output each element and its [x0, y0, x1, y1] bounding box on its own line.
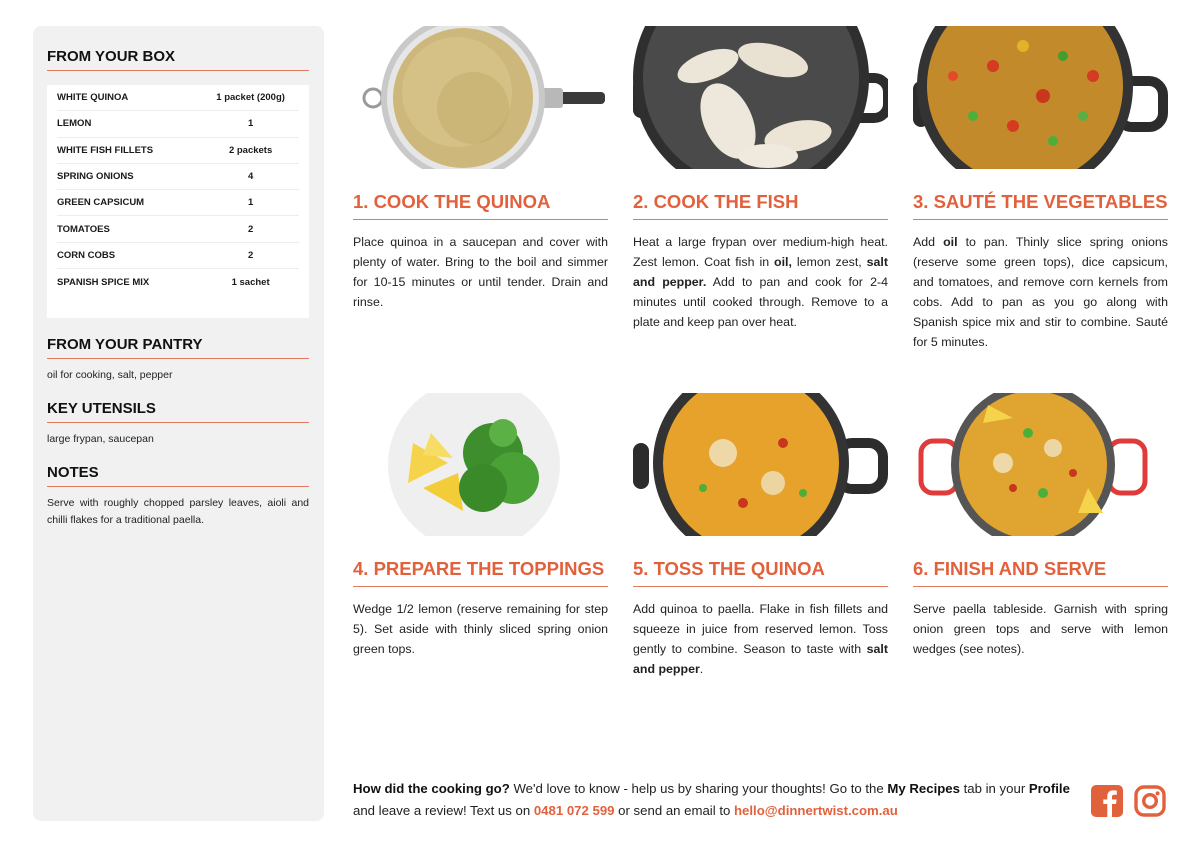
ingredient-name: SPANISH SPICE MIX — [57, 276, 150, 288]
ingredient-name: GREEN CAPSICUM — [57, 197, 145, 209]
pantry-title: FROM YOUR PANTRY — [47, 336, 309, 359]
ingredient-row — [57, 138, 299, 164]
ingredient-qty: 1 — [247, 197, 254, 209]
step-6-text — [913, 599, 1168, 659]
ingredient-row — [57, 164, 299, 190]
ingredients-table — [47, 85, 309, 318]
pantry-text: oil for cooking, salt, pepper — [47, 369, 173, 381]
notes-section — [47, 464, 309, 529]
utensils-section — [47, 400, 309, 448]
feedback-footer — [353, 778, 1078, 822]
step-1-text — [353, 232, 608, 312]
step-text-run: salt and pepper — [633, 642, 888, 676]
footer-text-run: or send an email to — [614, 803, 734, 818]
step-5-title: 5. TOSS THE QUINOA — [633, 558, 888, 587]
step-3-photo — [913, 26, 1168, 169]
step-4-title: 4. PREPARE THE TOPPINGS — [353, 558, 608, 587]
step-5-text — [633, 599, 888, 679]
footer-text-run: tab in your — [959, 781, 1029, 796]
step-2-title: 2. COOK THE FISH — [633, 191, 888, 220]
ingredient-name: CORN COBS — [57, 249, 116, 261]
footer-text-run: Profile — [1028, 781, 1070, 796]
footer-text-run: How did the cooking go? — [353, 781, 510, 796]
footer-text-run: My Recipes — [887, 781, 960, 796]
step-1-photo — [353, 26, 608, 169]
step-5-photo — [633, 393, 888, 536]
footer-text-run: and leave a review! Text us on — [353, 803, 534, 818]
contact-link[interactable]: 0481 072 599 — [533, 803, 615, 818]
step-4-text — [353, 599, 608, 659]
ingredient-row — [57, 243, 299, 269]
ingredient-row — [57, 85, 299, 111]
ingredient-row — [57, 269, 299, 295]
step-text-run: Serve paella tableside. Garnish with spring onion green tops and serve with lemon wedges (see notes). — [913, 602, 1168, 656]
ingredient-qty: 2 packets — [228, 144, 273, 156]
ingredient-name: LEMON — [57, 118, 92, 130]
step-text-run: Add — [913, 235, 944, 249]
ingredient-row — [57, 111, 299, 137]
step-2 — [633, 26, 888, 332]
ingredient-row — [57, 190, 299, 216]
ingredient-name: TOMATOES — [57, 223, 110, 235]
notes-text: Serve with roughly chopped parsley leaves, aioli and chilli flakes for a traditional paella. — [47, 497, 309, 526]
step-1 — [353, 26, 608, 312]
from-your-box-title: FROM YOUR BOX — [47, 48, 309, 71]
utensils-text: large frypan, saucepan — [47, 433, 154, 445]
ingredient-qty: 2 — [247, 249, 254, 261]
step-4 — [353, 393, 608, 659]
instagram-icon[interactable] — [1134, 785, 1166, 817]
step-2-text — [633, 232, 888, 332]
step-text-run: Add quinoa to paella. Flake in fish fillets and squeeze in juice from reserved lemon. Toss gently to combine. Season to taste with — [633, 602, 888, 656]
step-5 — [633, 393, 888, 679]
utensils-title: KEY UTENSILS — [47, 400, 309, 423]
step-6-title: 6. FINISH AND SERVE — [913, 558, 1168, 587]
ingredient-name: WHITE QUINOA — [57, 92, 129, 104]
step-text-run: . — [699, 662, 704, 676]
step-2-photo — [633, 26, 888, 169]
ingredient-name: WHITE FISH FILLETS — [57, 144, 154, 156]
ingredient-qty: 1 packet (200g) — [216, 92, 285, 104]
ingredients-panel — [33, 26, 324, 821]
ingredient-qty: 1 — [247, 118, 254, 130]
step-6 — [913, 393, 1168, 659]
step-text-run: lemon zest, — [791, 255, 867, 269]
step-1-title: 1. COOK THE QUINOA — [353, 191, 608, 220]
ingredient-name: SPRING ONIONS — [57, 171, 134, 183]
ingredient-qty: 4 — [247, 171, 254, 183]
step-text-run: Heat a large frypan over medium-high heat. Zest lemon. Coat fish in — [633, 235, 888, 269]
step-6-photo — [913, 393, 1168, 536]
step-text-run: Wedge 1/2 lemon (reserve remaining for step 5). Set aside with thinly sliced spring onion green tops. — [353, 602, 608, 656]
ingredient-qty: 2 — [247, 223, 254, 235]
step-4-photo — [353, 393, 608, 536]
ingredient-row — [57, 216, 299, 242]
step-text-run: to pan. Thinly slice spring onions (reserve some green tops), dice capsicum, and tomatoes, and remove corn kernels from cobs. Add to pan as you go along with Spanish spice mix and stir to combine. Sauté for 5 minutes. — [913, 235, 1168, 349]
step-3-title: 3. SAUTÉ THE VEGETABLES — [913, 191, 1168, 220]
step-3-text — [913, 232, 1168, 352]
ingredient-qty: 1 sachet — [231, 276, 270, 288]
step-text-run: Place quinoa in a saucepan and cover with plenty of water. Bring to the boil and simmer for 10-15 minutes or until tender. Drain and rinse. — [353, 235, 608, 309]
step-text-run: oil, — [774, 255, 792, 269]
facebook-icon[interactable] — [1091, 785, 1123, 817]
contact-link[interactable]: hello@dinnertwist.com.au — [734, 803, 898, 818]
notes-title: NOTES — [47, 464, 309, 487]
step-text-run: oil — [943, 235, 958, 249]
step-3 — [913, 26, 1168, 352]
step-text-run: salt and pepper. — [633, 255, 888, 289]
pantry-section — [47, 336, 309, 384]
footer-text-run: We'd love to know - help us by sharing your thoughts! Go to the — [509, 781, 888, 796]
step-text-run: Add to pan and cook for 2-4 minutes until cooked through. Remove to a plate and keep pan over heat. — [633, 275, 888, 329]
